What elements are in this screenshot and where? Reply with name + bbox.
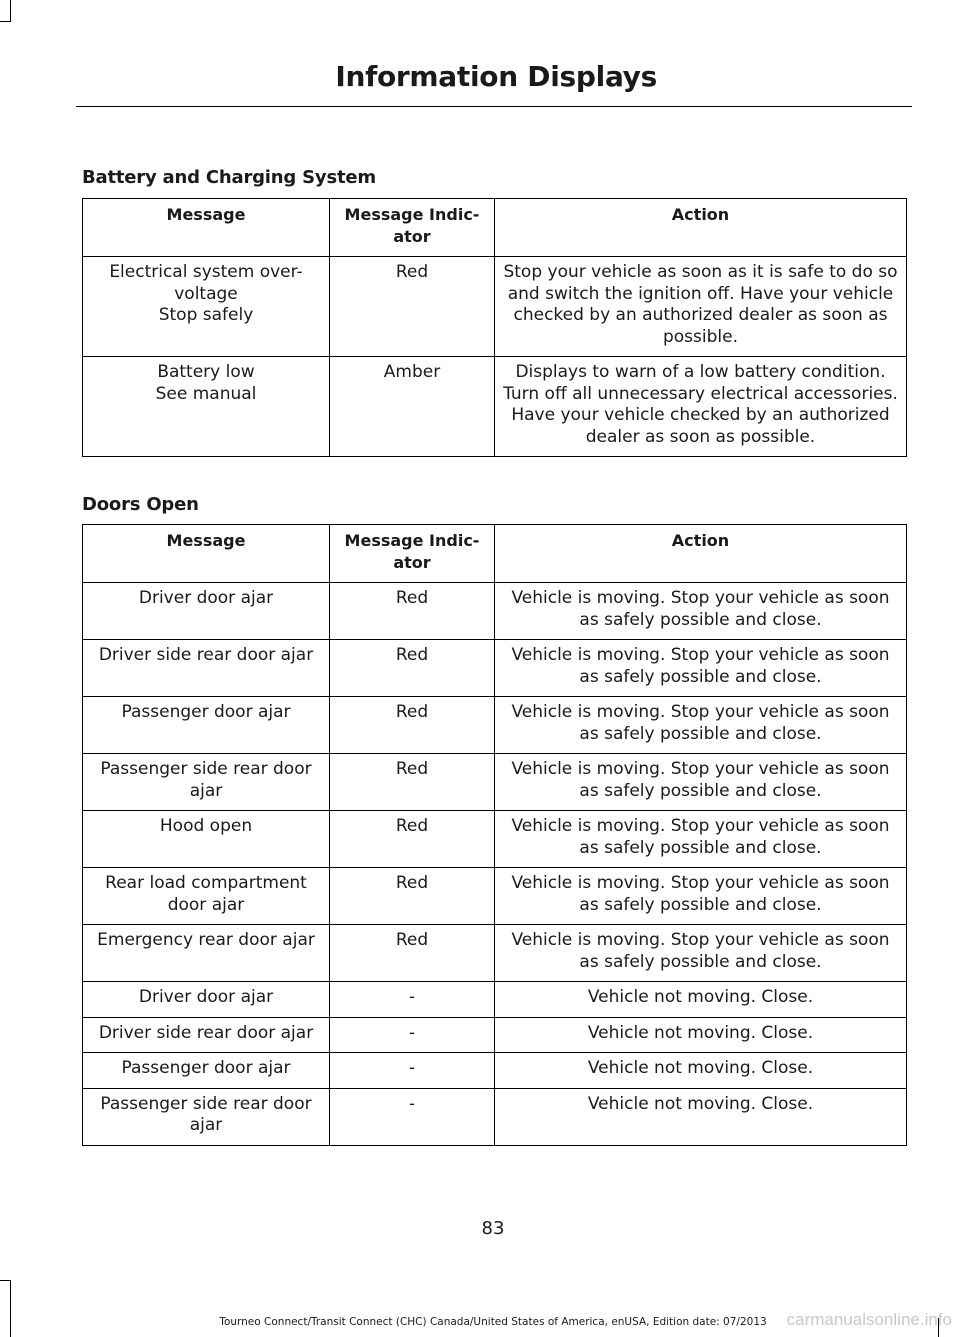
table-row: [83, 257, 907, 357]
indicator-cell: Red: [330, 925, 495, 982]
table-row: [83, 1017, 907, 1053]
message-cell: Emergency rear door ajar: [83, 925, 330, 982]
table-row: [83, 1053, 907, 1089]
indicator-cell: Amber: [330, 357, 495, 457]
message-cell: Passenger door ajar: [83, 697, 330, 754]
action-cell: Vehicle is moving. Stop your vehicle as soon as safely possible and close.: [495, 754, 907, 811]
table-row: [83, 925, 907, 982]
message-cell: Hood open: [83, 811, 330, 868]
action-cell: Vehicle is moving. Stop your vehicle as soon as safely possible and close.: [495, 640, 907, 697]
section-title-battery: Battery and Charging System: [82, 167, 376, 188]
doors-table: [82, 524, 907, 1146]
section-title-doors: Doors Open: [82, 494, 199, 515]
column-header: Message Indic-ator: [330, 199, 495, 257]
column-header: Action: [495, 199, 907, 257]
table-row: [83, 1088, 907, 1145]
table-row: [83, 697, 907, 754]
indicator-cell: Red: [330, 697, 495, 754]
message-cell: Driver side rear door ajar: [83, 1017, 330, 1053]
crop-mark: [0, 21, 11, 22]
table-row: [83, 982, 907, 1018]
message-cell: Rear load compartment door ajar: [83, 868, 330, 925]
column-header: Message: [83, 525, 330, 583]
message-cell: Passenger door ajar: [83, 1053, 330, 1089]
indicator-cell: -: [330, 1053, 495, 1089]
table-row: [83, 583, 907, 640]
footer-edition-text: Tourneo Connect/Transit Connect (CHC) Canada/United States of America, enUSA, Edition date: 07/2013: [219, 1316, 767, 1328]
message-line: See manual: [155, 383, 257, 404]
indicator-cell: -: [330, 1088, 495, 1145]
indicator-cell: Red: [330, 257, 495, 357]
table-row: [83, 754, 907, 811]
indicator-cell: -: [330, 982, 495, 1018]
action-cell: Vehicle is moving. Stop your vehicle as soon as safely possible and close.: [495, 697, 907, 754]
table-header-row: [83, 199, 907, 257]
table-row: [83, 811, 907, 868]
message-cell: Passenger side rear door ajar: [83, 1088, 330, 1145]
message-cell: Passenger side rear door ajar: [83, 754, 330, 811]
battery-table: [82, 198, 907, 457]
table-row: [83, 357, 907, 457]
indicator-cell: Red: [330, 583, 495, 640]
action-cell: Vehicle is moving. Stop your vehicle as soon as safely possible and close.: [495, 868, 907, 925]
action-cell: Vehicle not moving. Close.: [495, 1088, 907, 1145]
indicator-cell: Red: [330, 868, 495, 925]
indicator-cell: Red: [330, 811, 495, 868]
column-header: Action: [495, 525, 907, 583]
column-header: Message Indic-ator: [330, 525, 495, 583]
table-row: [83, 640, 907, 697]
action-cell: Vehicle not moving. Close.: [495, 982, 907, 1018]
indicator-cell: -: [330, 1017, 495, 1053]
column-header: Message: [83, 199, 330, 257]
action-cell: Vehicle is moving. Stop your vehicle as soon as safely possible and close.: [495, 925, 907, 982]
action-cell: Displays to warn of a low battery condition. Turn off all unnecessary electrical accessories. Have your vehicle checked by an authorized dealer as soon as possible.: [495, 357, 907, 457]
crop-mark: [0, 1280, 11, 1281]
crop-mark: [10, 1280, 11, 1337]
message-cell: Driver side rear door ajar: [83, 640, 330, 697]
message-cell: Driver door ajar: [83, 982, 330, 1018]
action-cell: Vehicle is moving. Stop your vehicle as soon as safely possible and close.: [495, 583, 907, 640]
message-line: Stop safely: [158, 305, 254, 325]
watermark: carmanualsonline.info: [786, 1310, 952, 1329]
message-cell: Driver door ajar: [83, 583, 330, 640]
table-header-row: [83, 525, 907, 583]
indicator-cell: Red: [330, 754, 495, 811]
action-cell: Vehicle not moving. Close.: [495, 1053, 907, 1089]
message-cell: [83, 257, 330, 357]
message-line: Battery low: [157, 362, 255, 382]
page-number: 83: [481, 1218, 505, 1239]
table-row: [83, 868, 907, 925]
page-header-title: Information Displays: [335, 60, 657, 93]
action-cell: Stop your vehicle as soon as it is safe to do so and switch the ignition off. Have your vehicle checked by an authorized dealer as soon as possible.: [495, 257, 907, 357]
action-cell: Vehicle is moving. Stop your vehicle as soon as safely possible and close.: [495, 811, 907, 868]
message-cell: [83, 357, 330, 457]
action-cell: Vehicle not moving. Close.: [495, 1017, 907, 1053]
indicator-cell: Red: [330, 640, 495, 697]
message-line: Electrical system over-voltage: [109, 262, 303, 304]
crop-mark: [10, 0, 11, 22]
header-divider: [76, 106, 912, 107]
